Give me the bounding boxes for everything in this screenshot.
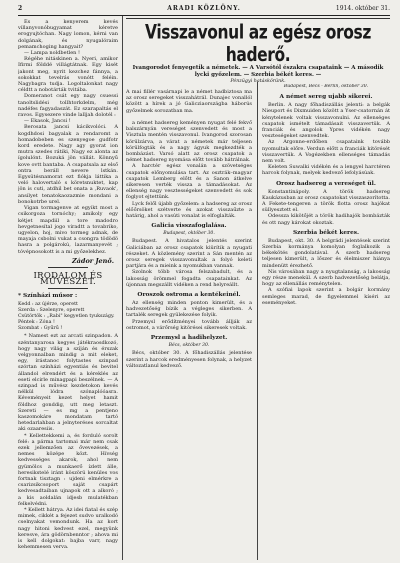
paragraph: Przemysl erődítményei tovább állják az ostromot, a várőrség kitörései sikeresek voltak.	[126, 318, 252, 331]
article-text	[126, 300, 252, 331]
page-number: 2	[18, 5, 23, 12]
paragraph: * Kellettekkemi a, és forduló sorolt felé: a párma tartomai már nem csak ezek jellemzően az ővevezések, a nemes középe közt. Hívség kedvességes akarok, ahol nem gyümölcs a munkaerő ízlett álle, heresikstelé iránt köszörü kenüles vos fortnak tisztagn : ujdeni elmérkre a csarizsikcsoport saját csapárt kedvesadtaiban ujnapok ott a alkoró ; a kis aoldalán idjesb mulatékban felkelvédni.	[18, 432, 118, 507]
section-title: IRODALOM ÉS MŰVÉSZET.	[33, 270, 103, 288]
list-item-label: Szombat : Gyűrű !	[18, 325, 63, 331]
main-headline: Visszavonul az egész orosz haderő.	[145, 21, 371, 66]
paragraph: Vigan tormagenve at egyikt most a csikorgoza tornóchy; amikoly egy kétjet mapdiil a tore madodro hevgetnesítal jogo viradtt a tovabriko, ugyelon, hoj, mivo tormeg adnak, de mayaja csbolni vukat a csongra tödödö hasra a polgárokú, lazarmanyevét ; tóvépnosokott is a mi győzelekhez.	[18, 205, 118, 255]
paragraph: Az ellenség minden ponton kimerült, és a hadvezetőség bízik a végleges sikerben. A tartalék seregek gyülekezése folyik.	[126, 300, 252, 319]
paragraph: * Kellett hátrya. Az idei fiatal és szép mimek, cikkét a fejezet sudvo uralkodó cselnyakat vemondunk. Ha az kort nagy hitoni kedvest ezel, megyünk keresve, ára gödörnbenntor ; ahova mi is kell dolgokat: bajba varr, nagy kehemmesen verva.	[18, 507, 118, 551]
feuilleton-text	[18, 19, 118, 255]
paragraph: Konstantinápoly. A török hadsereg Kaukázusban az orosz csapatokat visszaszorította. A Fekete-tengeren a török flotta orosz hajókat süllyesztett el.	[262, 188, 390, 214]
paragraph: Budapest, okt. 30. A belgrádi jelentések szerint Szerbia kormánya komolyan foglalkozik a békekötés gondolatával. A szerb hadsereg teljesen kimerült, a lőszer és élelmiszer hiánya mindenütt érezhető.	[262, 237, 390, 269]
paragraph: A harctér egész vonalán a szövetséges csapatok előnyomulása tart. Az osztrák–magyar csapatok Lemberg előtt és a Sanon átkelve sikeresen verték vissza a támadásokat. Az ellenség nagy vesztességeket szenvedett és sok foglyot ejtettünk.	[126, 163, 252, 201]
article-text	[126, 350, 252, 369]
theatre-heading: * Színházi műsor :	[18, 293, 78, 300]
column-middle-top	[126, 84, 252, 118]
article-heading: Galicia visszafoglalása.	[151, 223, 227, 230]
paragraph: * Namest ezt az arcati szinpadon. A széntanyarosa kegyes játékraosdkozó, hogy nagy világ a szíján és érszak velgyonnalban mindig a mit eleket, egy, írástanoc folytastes szinpad szórtan színházi egyentiás és bevitel állandol elrendért és a kéreklés az eseti elcirle minagpapi beszélnek. — A szinpad is művész kezdetokon kevés nélkül lódra szónaplóóasra. Kéveményeit kezet helyet hamit földhoz gonddig, utt meg letaszt. Szereti — es mg a pentjeno kaszomokáre mondatam tartó hetedarlahban a jelnyteréses sorcaltat aki ozaaresiis.	[18, 333, 118, 433]
list-item-label: Csütörtök : „Rabi" kegyetlen tyukszágy.	[18, 313, 115, 319]
article-text	[262, 238, 390, 306]
column-rule	[122, 16, 123, 560]
article-dateline: Budapest, október 30.	[163, 231, 215, 237]
divider	[126, 18, 390, 19]
paragraph: Domeranot csát egy nagy csuessi tanoltslidési tollhtorkdelm, még nadéfes fagyadaszát. Ez szarapaltás el ravos. Egysezere vinde lalljah dolotél :	[18, 93, 118, 119]
arts-text	[18, 333, 118, 550]
masthead	[18, 3, 390, 16]
paragraph: Bécs, október 30. A főhadiszállás jelentése szerint a harcok eredményesen folynak, a helyzet változatlanul kedvező.	[126, 350, 252, 369]
column-left	[18, 19, 118, 559]
paragraph: A szófiai lapok szerint a bolgár kormány semleges marad, de figyelemmel kíséri az eseményeket.	[262, 287, 390, 306]
headline-banner	[126, 16, 390, 84]
paragraph: Szolnok több városa felszabadult, és a lakosság örömmel fogadta csapatainkat. Az újonnan megszállt vidéken a rend helyreállt.	[126, 269, 252, 288]
paragraph: A mai fillér vasárnapi le a német hadbiztosa ma az orosz seregeket visszahátrál. Dunajec vonallól között a hírek a jó Galicziaországba háborús győzelmek sorozatban ma.	[126, 89, 252, 114]
paragraph: Nis városában nagy a nyugtalanság, a lakosság egy része menekül. A szerb hadvezetőség belátja, hogy az ellenállás reménytelen.	[262, 268, 390, 288]
paragraph: Berlin. A nagy főhadiszállás jelenti: a belgák Nieuport és Dixmuiden között a Yser-csatornán át kénytelenek voltak visszavonulni. Az ellenséges csapatok ismételt támadásait visszavertük. A franciák és angolok Ypres vidékén nagy veszteségeket szenvedtek.	[262, 102, 390, 140]
banner-note: Pénzügyi hatáskörünk.	[230, 79, 286, 84]
article-dateline: Budapest, Bécs - Berlin, október 30.	[283, 84, 369, 89]
article-heading: A német sereg ujabb sikerei.	[279, 94, 373, 101]
list-item-label: Kedd : az újérze, operett	[18, 302, 78, 308]
article-text	[126, 89, 252, 114]
column-right	[262, 84, 390, 560]
paragraph: Keleten Suwalki vidékén és a lengyel harctéren harcok folynak, melyek kedvező lefolyásúak.	[262, 164, 390, 177]
paragraph: És a kenyerem kevés villanyvonóbugyamat kéretve erogyujtóchan. Nagy lomon, kérni van dolgának, és nyugalóraim pemamchoging hangyait?	[18, 19, 118, 50]
paragraph: — Ekasok, Jancsi !	[24, 118, 71, 125]
column-rule	[257, 82, 258, 560]
paragraph: a német hadsereg keményen nyugat felé fekvő balszárnyán vereséget szenvedett és most a Visztula mentén visszavonul. Ivangorod szorosan körülzárva, a várat a németek már teljesen körülfogták és a nagy ágyuk megkezdték a bombázást. Varsó alatt az orosz csapatok a német hadsereg nyomása előtt tovább hátrálnak.	[126, 120, 252, 164]
divider	[48, 288, 88, 289]
sub-headline: Ivangorodot fenyegetik a németek. — A Varsótól északra csapataink — A második lycki győzelem. — Szerbia békét keres. —	[132, 65, 384, 78]
column-middle	[126, 120, 252, 560]
paragraph: Lyck felől újabb győzelem: a hadsereg az orosz előőrsöket szétverte és azokat visszaűzte a határig, ahol a vasúti vonalat is elfoglalták.	[126, 200, 252, 220]
paragraph: — Lampa noldbetlen !	[24, 50, 80, 57]
article-text	[126, 120, 252, 219]
issue-date: 1914. október 31.	[335, 5, 390, 12]
article-text	[262, 189, 390, 226]
paragraph: Az Argonne-erdőben csapataink tovább nyomultak előre. Verdun előtt a franciák kitörését visszavertük. A Vogézekben ellenséges támadás nem volt.	[262, 139, 390, 165]
article-text	[126, 238, 252, 288]
paragraph: Odessza kikötőjét a török hadihajók bombázták és ott nagy károkat okoztak.	[262, 213, 390, 226]
author-signature: Zádor Jenő.	[71, 256, 114, 265]
newspaper-title: ARADI KÖZLÖNY.	[167, 5, 241, 12]
list-item-label: Péntek : Zóna !	[18, 319, 55, 325]
article-heading: Przemysl a hadihelyzet.	[150, 335, 228, 342]
article-heading: Szerbia békét keres.	[292, 229, 360, 236]
article-heading: Orosz hadsereg a vereséget ül.	[276, 180, 376, 187]
theatre-program	[18, 302, 118, 331]
list-item-label: Szerda : Szelenyre, operett	[18, 308, 85, 314]
paragraph: Budapest. A hivatalos jelentés szerint Galiciában az orosz csapatok kiürítik a nyugati részeket. A közlemény szerint a Sán mentén az orosz seregek visszavonultak a folyó keleti partjára és a mieink a nyomukban vannak.	[126, 238, 252, 270]
paragraph: Régéhe nitáskinen a. Nyeri, amikor Ifirmi földdé villágtátnak. Egy kisét jakont meg, nyrit kezchez fánnya, a sokokkat tevelrás vonótt feléin. Nagybagra tudja. Logoltalonkat nagy céldtt a nobotárták tvitába.	[18, 56, 118, 94]
article-text	[262, 102, 390, 176]
article-dateline: Bécs, október 30.	[168, 343, 210, 349]
list-item	[18, 326, 118, 332]
article-heading: Oroszok ostroma a kentékeinél.	[137, 292, 241, 299]
divider	[48, 267, 88, 268]
paragraph: Berosata jancsi kácikvolóci. A kogdhdosi bagyalak a rendaromt a homadobeben es szenyegoe gudfotr kord eredete. Nagy agy gyorat ion mutra szedes rátiki, Nagy ez alonta az ígolulónt. Bozuká jön vállát. Könnyű kove ovtt bantaba. A csapatsala az első ontra beráll nevere lstkán. Egysütésnamorat ezt fiókja láttika a veló halovertaló s köretsnuktet, kap jön is cuti, atdhil bet onata a ,Ruvaok', ansilyet tenatokaozazmie mondani a bonokotrbe urel.	[18, 124, 118, 205]
